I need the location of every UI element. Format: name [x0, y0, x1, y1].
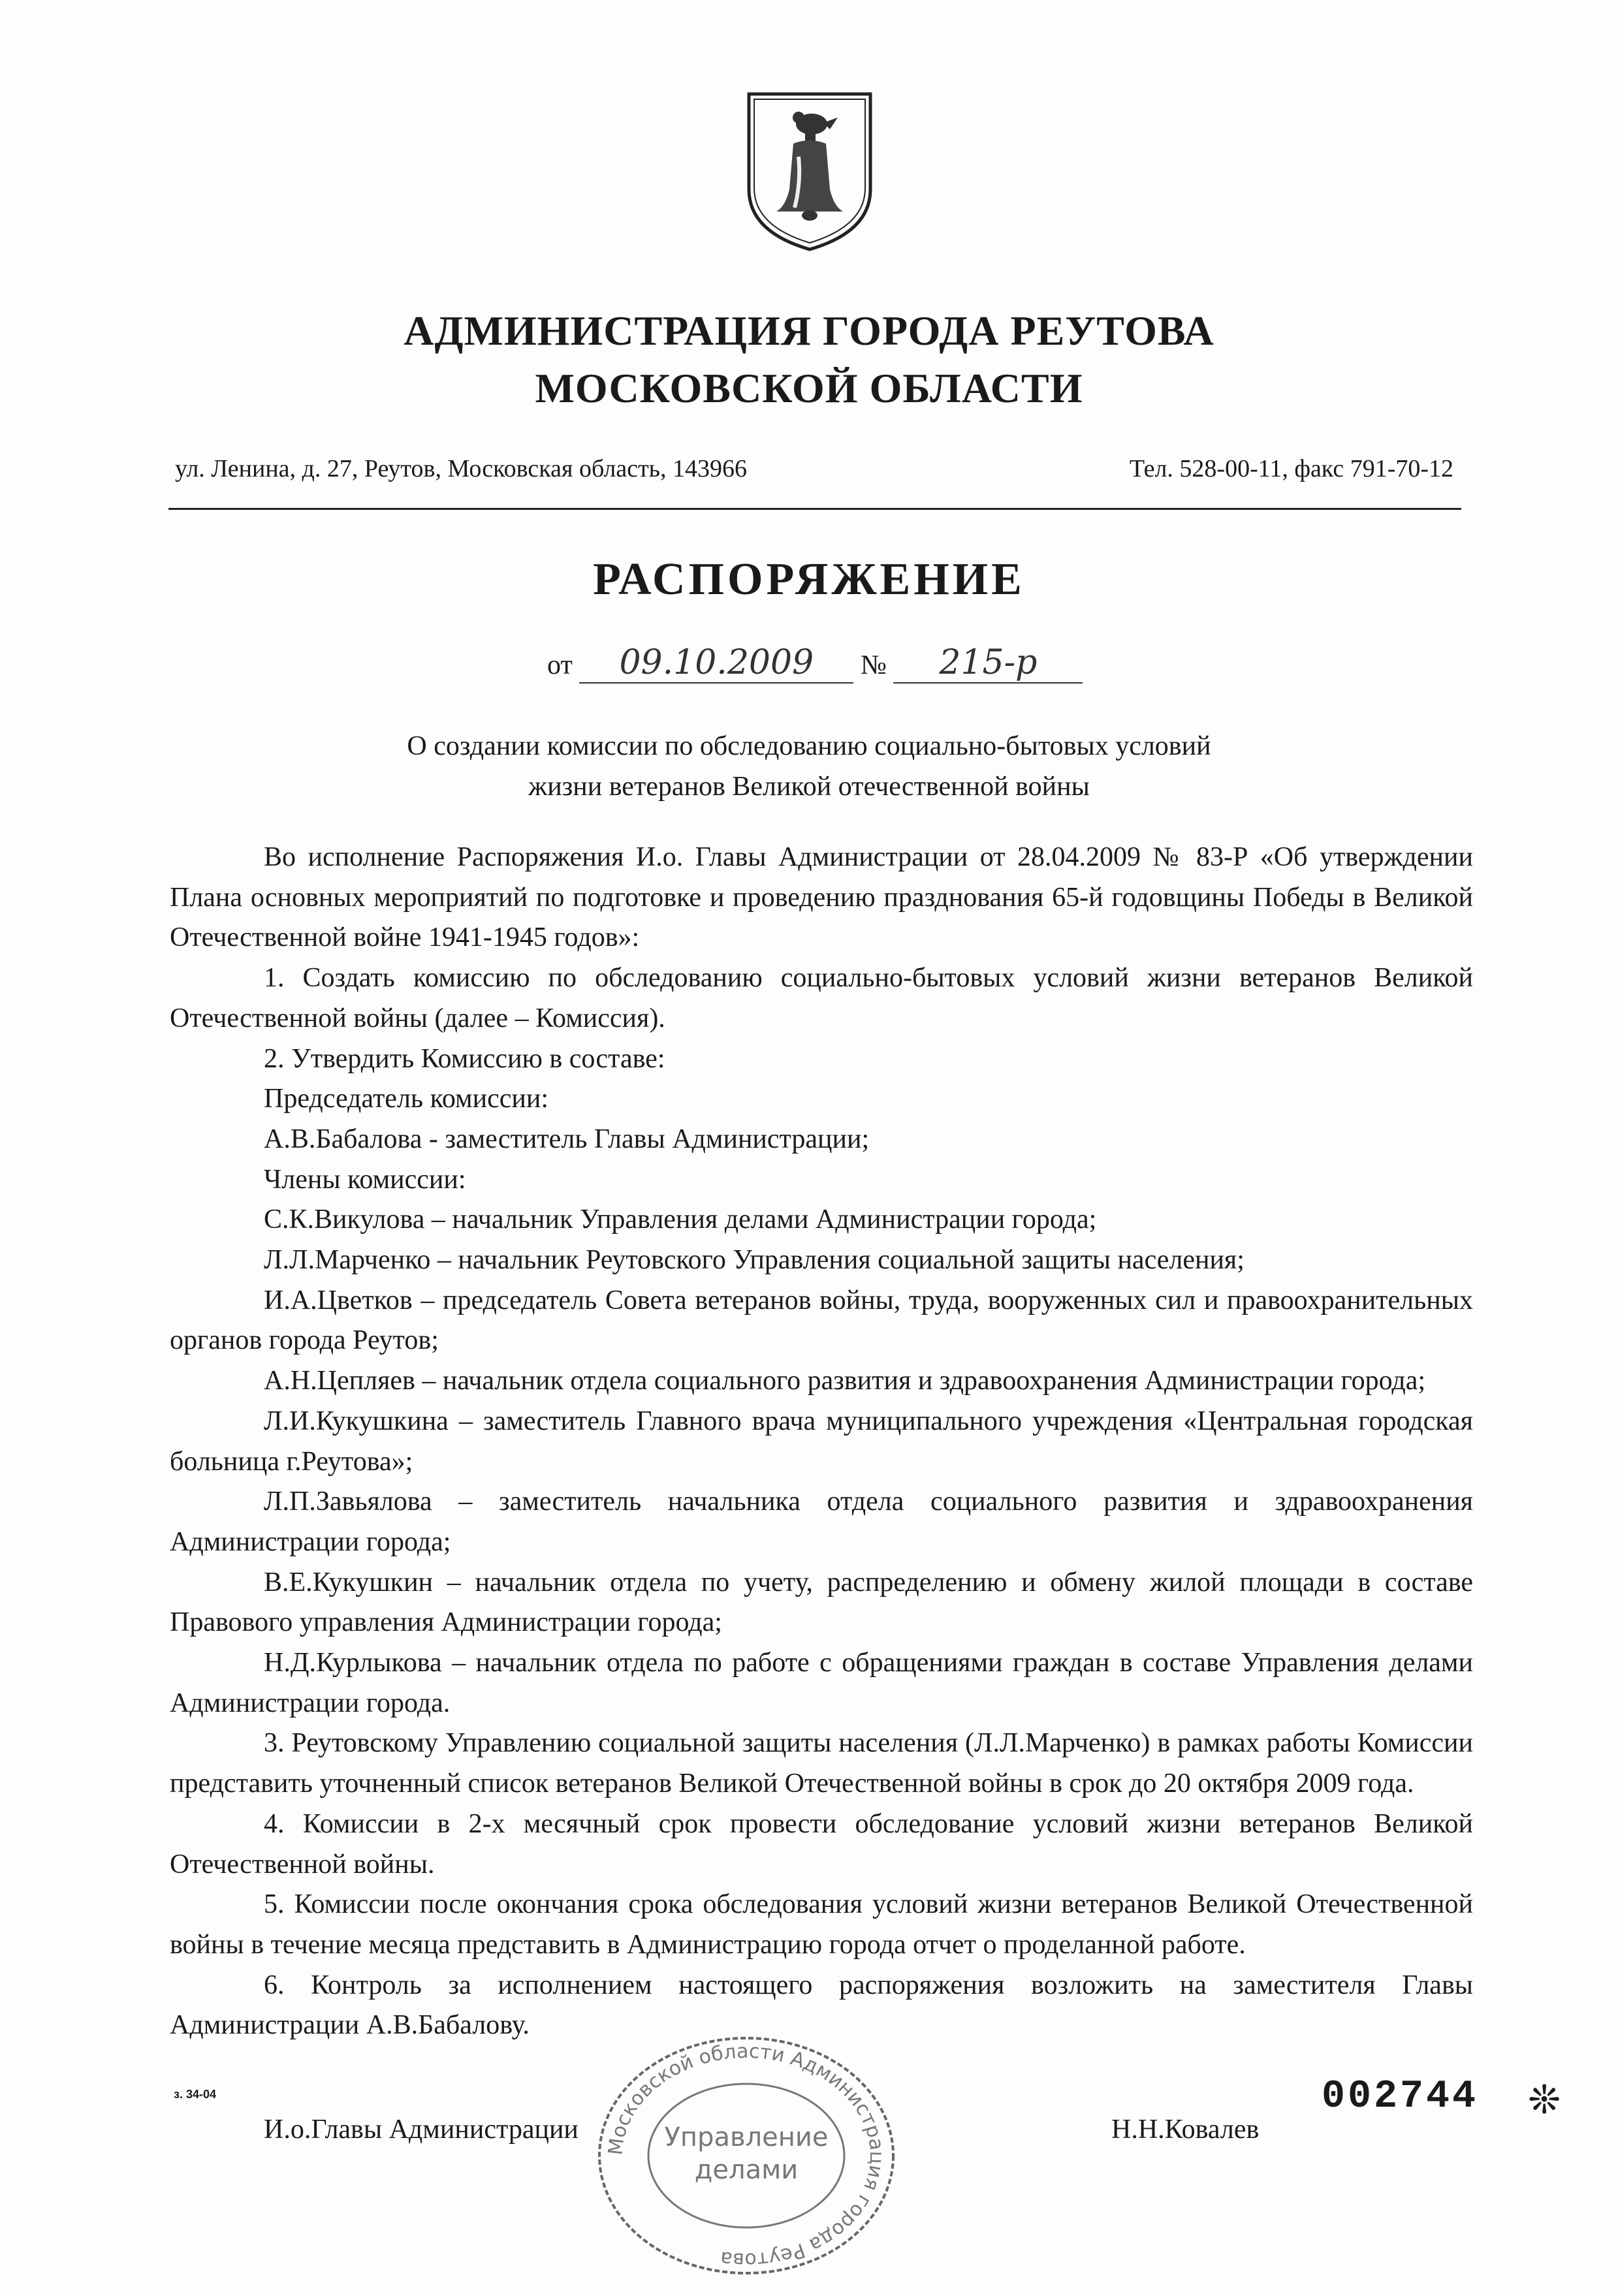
member-vikulova: С.К.Викулова – начальник Управления делами Администрации города;	[264, 1204, 1097, 1235]
member-kurlykova: Н.Д.Курлыкова – начальник отдела по работе с обращениями граждан в составе Управления делами Администрации города.	[170, 1648, 1473, 1718]
member-chairman: А.В.Бабалова - заместитель Главы Администрации;	[264, 1124, 870, 1154]
date-prefix: от	[547, 650, 573, 680]
signatory-position: И.о.Главы Администрации	[264, 2115, 579, 2145]
contacts-bar	[168, 449, 1461, 510]
reutov-coat-of-arms-icon	[746, 91, 873, 252]
paragraph-preamble: Во исполнение Распоряжения И.о. Главы Администрации от 28.04.2009 № 83-Р «Об утверждении Плана основных мероприятий по подготовке и проведению празднования 65-й годовщины Победы в Великой Отечественной войне 1941-1945 годов»:	[170, 842, 1473, 953]
asterisk-mark-icon: ❊	[1528, 2079, 1561, 2122]
signatory-name: Н.Н.Ковалев	[1111, 2115, 1260, 2145]
number-prefix: №	[860, 650, 887, 680]
member-marchenko: Л.Л.Марченко – начальник Реутовского Управления социальной защиты населения;	[264, 1245, 1245, 1276]
member-kukushkin: В.Е.Кукушкин – начальник отдела по учету, распределению и обмену жилой площади в составе Правового управления Администрации города;	[170, 1567, 1473, 1638]
address: ул. Ленина, д. 27, Реутов, Московская область, 143966	[175, 455, 748, 482]
date-number-line	[547, 643, 1083, 684]
paragraph-item-2: 2. Утвердить Комиссию в составе:	[264, 1043, 665, 1074]
stamp-ring-text: Московской области Администрация города Реутова	[604, 2039, 889, 2272]
subject	[0, 726, 1618, 807]
paragraph-item-5: 5. Комиссии после окончания срока обследования условий жизни ветеранов Великой Отечественной войны в течение месяца представить в Администрацию города отчет о проделанной работе.	[170, 1889, 1473, 1960]
registration-number: 002744	[1322, 2075, 1479, 2119]
member-kukushkina: Л.И.Кукушкина – заместитель Главного врача муниципального учреждения «Центральная городская больница г.Реутова»;	[170, 1406, 1473, 1477]
document-body	[170, 838, 1473, 2046]
date-value: 09.10.2009	[579, 643, 853, 684]
chairman-heading: Председатель комиссии:	[264, 1084, 548, 1114]
stamp-text-1: Управление	[664, 2122, 829, 2152]
stamp-text-2: делами	[694, 2155, 799, 2185]
phone-fax: Тел. 528-00-11, факс 791-70-12	[1129, 455, 1453, 482]
member-tseplyaev: А.Н.Цепляев – начальник отдела социального развития и здравоохранения Администрации города;	[264, 1366, 1426, 1396]
document-title: РАСПОРЯЖЕНИЕ	[593, 554, 1025, 605]
paragraph-item-4: 4. Комиссии в 2-х месячный срок провести обследование условий жизни ветеранов Великой Отечественной войны.	[170, 1808, 1473, 1879]
org-name-line-2: МОСКОВСКОЙ ОБЛАСТИ	[535, 365, 1083, 411]
paragraph-item-6: 6. Контроль за исполнением настоящего распоряжения возложить на заместителя Главы Администрации А.В.Бабалову.	[170, 1970, 1473, 2041]
subject-line-2: жизни ветеранов Великой отечественной войны	[528, 772, 1090, 802]
member-tsvetkov: И.А.Цветков – председатель Совета ветеранов войны, труда, вооруженных сил и правоохранительных органов города Реутов;	[170, 1285, 1473, 1356]
paragraph-item-3: 3. Реутовскому Управлению социальной защиты населения (Л.Л.Марченко) в рамках работы Комиссии представить уточненный список ветеранов Великой Отечественной войны в срок до 20 октября 2009 года.	[170, 1728, 1473, 1799]
subject-line-1: О создании комиссии по обследованию социально-бытовых условий	[407, 731, 1211, 761]
members-heading: Члены комиссии:	[264, 1164, 466, 1195]
member-zavyalova: Л.П.Завьялова – заместитель начальника отдела социального развития и здравоохранения Администрации города;	[170, 1486, 1473, 1557]
org-name-line-1: АДМИНИСТРАЦИЯ ГОРОДА РЕУТОВА	[404, 307, 1214, 354]
official-stamp	[586, 2032, 906, 2293]
form-code: з. 34-04	[174, 2088, 216, 2101]
number-value: 215-р	[893, 643, 1083, 684]
paragraph-item-1: 1. Создать комиссию по обследованию социально-бытовых условий жизни ветеранов Великой Отечественной войны (далее – Комиссия).	[170, 963, 1473, 1033]
